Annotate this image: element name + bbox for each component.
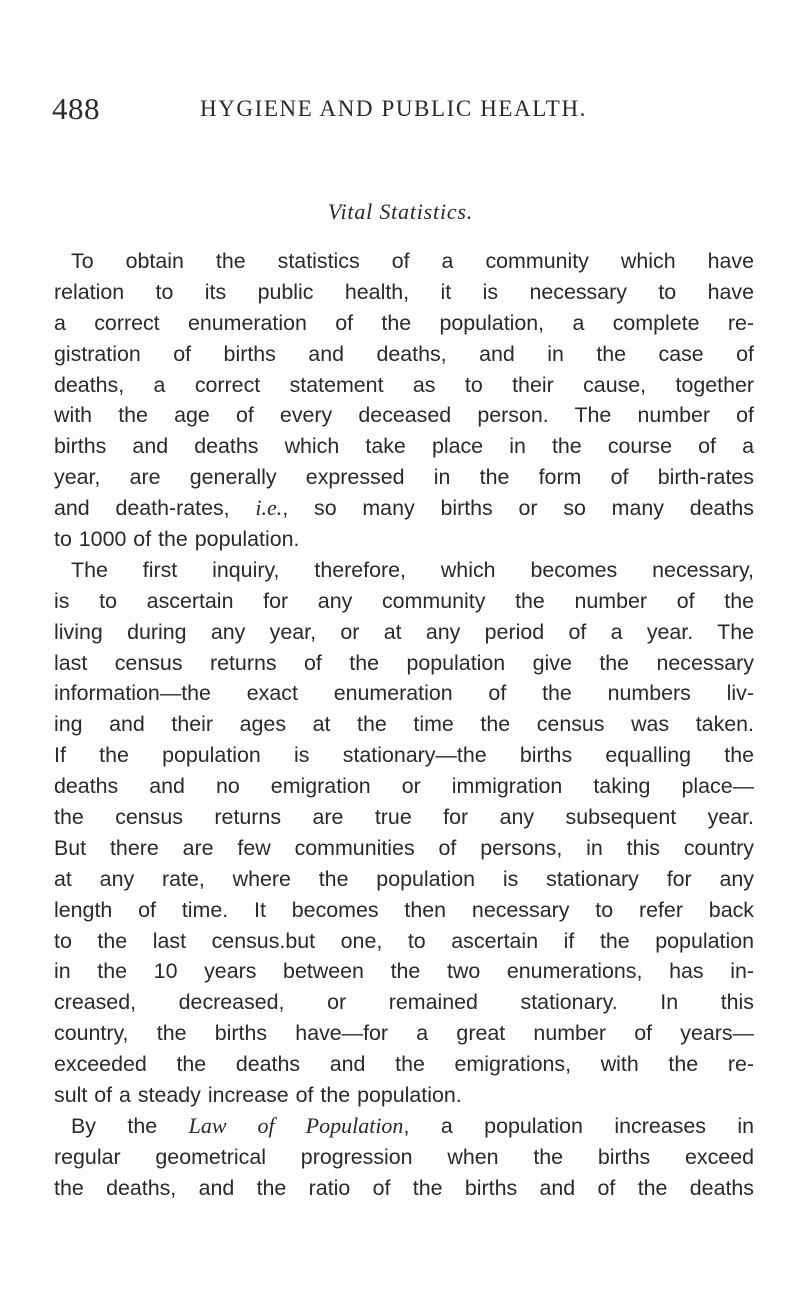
text-line: to 1000 of the population. [54, 527, 300, 552]
text-line: the deaths, and the ratio of the births and of the deaths [54, 1175, 754, 1200]
text-line: is to ascertain for any community the number of the [54, 588, 754, 613]
text-line: exceeded the deaths and the emigrations, with the re- [54, 1052, 754, 1077]
text-line: creased, decreased, or remained stationary. In this [54, 990, 754, 1015]
text-line: sult of a steady increase of the population. [54, 1083, 462, 1108]
text-line: births and deaths which take place in the course of a [54, 434, 754, 459]
text-line: country, the births have—for a great number of years— [54, 1021, 754, 1046]
text-line: year, are generally expressed in the form of birth-rates [54, 465, 754, 490]
text-line: relation to its public health, it is necessary to have [54, 279, 754, 304]
body-text [54, 246, 754, 1204]
text-line: ing and their ages at the time the census was taken. [54, 712, 754, 737]
page-number: 488 [52, 91, 100, 126]
italic-term: Law of Population [188, 1112, 404, 1138]
text-line: gistration of births and deaths, and in the case of [54, 341, 754, 366]
running-head [52, 91, 752, 131]
running-title: HYGIENE AND PUBLIC HEALTH. [200, 96, 588, 121]
text-line: If the population is stationary—the births equalling the [54, 743, 754, 768]
text-line: information—the exact enumeration of the numbers liv- [54, 681, 754, 706]
text-line: But there are few communities of persons, in this country [54, 835, 754, 860]
text-line: and death-rates, i.e., so many births or so many deaths [54, 495, 754, 521]
text-line: a correct enumeration of the population, a complete re- [54, 310, 754, 335]
italic-term: i.e. [255, 495, 283, 521]
text-line: the census returns are true for any subsequent year. [54, 805, 754, 830]
text-line: deaths, a correct statement as to their cause, together [54, 372, 754, 397]
text-line: with the age of every deceased person. The number of [54, 403, 754, 428]
text-line: The first inquiry, therefore, which becomes necessary, [71, 557, 754, 582]
text-line: last census returns of the population give the necessary [54, 650, 754, 675]
text-line: at any rate, where the population is stationary for any [54, 866, 754, 891]
text-line: deaths and no emigration or immigration taking place— [54, 774, 754, 799]
text-line: in the 10 years between the two enumerations, has in- [54, 959, 754, 984]
text-line: length of time. It becomes then necessary to refer back [54, 897, 754, 922]
section-heading: Vital Statistics. [327, 199, 474, 224]
text-line: living during any year, or at any period of a year. The [54, 619, 754, 644]
text-line: to the last census.but one, to ascertain if the population [54, 928, 754, 953]
text-line: regular geometrical progression when the births exceed [54, 1144, 754, 1169]
text-line: By the Law of Population, a population increases in [71, 1112, 755, 1138]
text-line: To obtain the statistics of a community which have [71, 249, 754, 273]
